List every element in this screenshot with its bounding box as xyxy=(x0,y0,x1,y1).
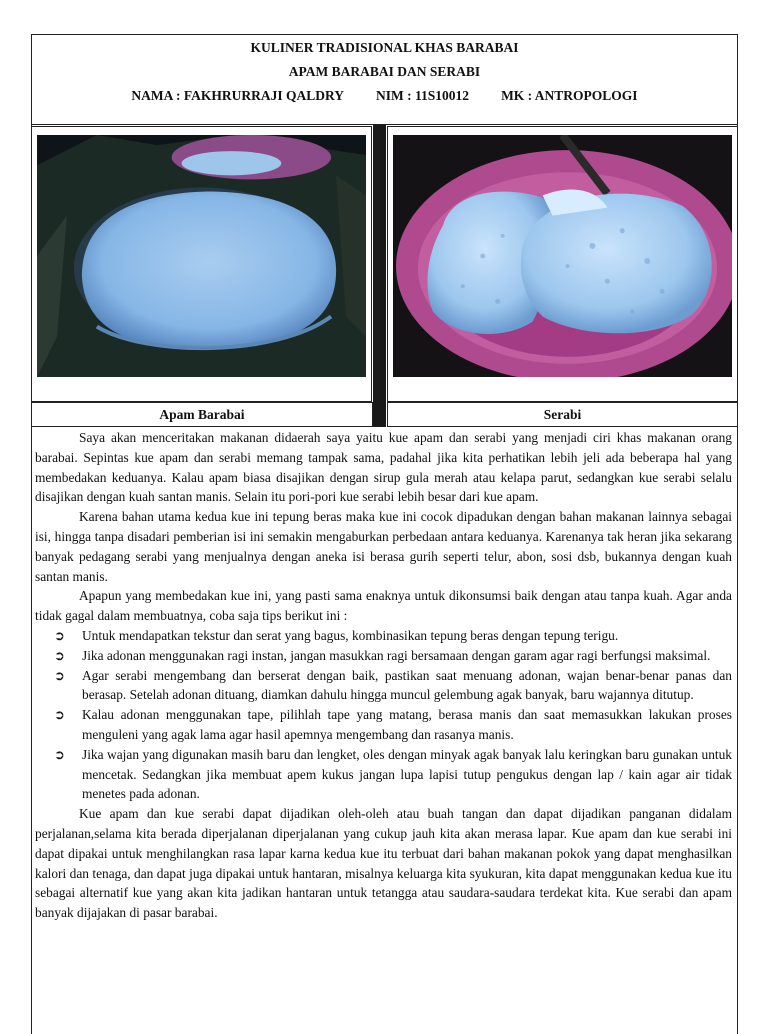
serabi-photo xyxy=(393,135,732,377)
paragraph-ingredients: Karena bahan utama kedua kue ini tepung beras maka kue ini cocok dipadukan dengan bahan makanan lainnya sebagai isi, hingga tanpa disadari pemberian isi ini semakin mengaburkan perbedaan antara keduanya. Karenanya tak heran jika sekarang banyak pedagang serabi yang menjualnya dengan aneka isi berasa gurih seperti telur, abon, sosi dsb, bukannya dengan kuah santan manis. xyxy=(35,509,732,584)
paragraph-intro: Saya akan menceritakan makanan didaerah saya yaitu kue apam dan serabi yang menjadi ciri khas makanan orang barabai. Sepintas kue apam dan serabi memang tampak sama, padahal jika kita perhatikan lebih jeli ada beberapa hal yang membedakan keduanya. Kalau apam biasa disajikan dengan sirup gula merah atau kelapa parut, sedangkan kue serabi selalu disajikan dengan kuah santan manis. Selain itu pori-pori kue serabi lebih besar dari kue apam. xyxy=(35,430,732,505)
tip-item xyxy=(35,646,732,666)
document-subtitle: APAM BARABAI DAN SERABI xyxy=(288,64,481,79)
author-name: NAMA : FAKHRURRAJI QALDRY xyxy=(131,88,345,103)
document-title: KULINER TRADISIONAL KHAS BARABAI xyxy=(250,40,519,55)
article-body xyxy=(35,428,732,923)
tip-text: Jika wajan yang digunakan masih baru dan lengket, oles dengan minyak agak banyak lalu keringkan baru gunakan untuk mencetak. Sedangkan jika membuat apem kukus jangan lupa lapisi tutup pengukus dengan lap / kain agar air tidak menetes pada adonan. xyxy=(82,746,732,802)
apam-photo xyxy=(37,135,366,377)
arrow-bullet-icon: ➲ xyxy=(54,707,65,723)
arrow-bullet-icon: ➲ xyxy=(54,667,65,683)
serabi-image-cell xyxy=(387,126,738,402)
arrow-bullet-icon: ➲ xyxy=(54,647,65,663)
tip-item xyxy=(35,745,732,804)
tip-item xyxy=(35,626,732,646)
paragraph-tips-intro: Apapun yang membedakan kue ini, yang pasti sama enaknya untuk dikonsumsi baik dengan atau tanpa kuah. Agar anda tidak gagal dalam membuatnya, coba saja tips berikut ini : xyxy=(35,588,732,624)
image-divider xyxy=(373,125,386,427)
tip-text: Untuk mendapatkan tekstur dan serat yang bagus, kombinasikan tepung beras dengan tepung terigu. xyxy=(82,627,619,643)
tip-text: Agar serabi mengembang dan berserat dengan baik, pastikan saat menuang adonan, wajan benar-benar panas dan berasap. Setelah adonan dituang, diamkan dahulu hingga muncul gelembung agak banyak, baru wajannya ditutup. xyxy=(82,667,732,703)
tip-text: Jika adonan menggunakan ragi instan, jangan masukkan ragi bersamaan dengan garam agar ragi berfungsi maksimal. xyxy=(82,647,711,663)
tips-list xyxy=(35,626,732,804)
document-header xyxy=(31,34,738,124)
tip-text: Kalau adonan menggunakan tape, pilihlah tape yang matang, berasa manis dan saat memasukkan lakukan proses menguleni yang agak lama agar hasil apemnya mengembang dan rasanya manis. xyxy=(82,707,732,742)
arrow-bullet-icon: ➲ xyxy=(54,627,65,643)
serabi-caption: Serabi xyxy=(387,402,738,427)
paragraph-closing: Kue apam dan kue serabi dapat dijadikan oleh-oleh atau buah tangan dan dapat dijadikan panganan didalam perjalanan,selama kita berada diperjalanan diperjalanan yang cukup jauh kita akan merasa lapar. Kue apam dan kue serabi ini dapat dipakai untuk menghilangkan rasa lapar karna kedua kue itu terbuat dari bahan makanan pokok yang dapat menghasilkan kalori dan tenaga, dan dapat juga dipakai untuk hantaran, misalnya keluarga kita syukuran, kita dapat menggunakan kedua kue itu sebagai alternatif kue yang akan kita jadikan hantaran untuk tetangga atau saudara-saudara terdekat kita. Kue serabi dan apam banyak dijajakan di pasar barabai. xyxy=(35,806,732,921)
apam-image-cell xyxy=(31,126,372,402)
tip-item xyxy=(35,705,732,745)
apam-caption: Apam Barabai xyxy=(31,402,373,427)
arrow-bullet-icon: ➲ xyxy=(54,746,65,762)
student-id: NIM : 11S10012 xyxy=(376,88,470,103)
tip-item xyxy=(35,666,732,706)
author-meta xyxy=(31,84,738,108)
course-name: MK : ANTROPOLOGI xyxy=(501,88,638,103)
